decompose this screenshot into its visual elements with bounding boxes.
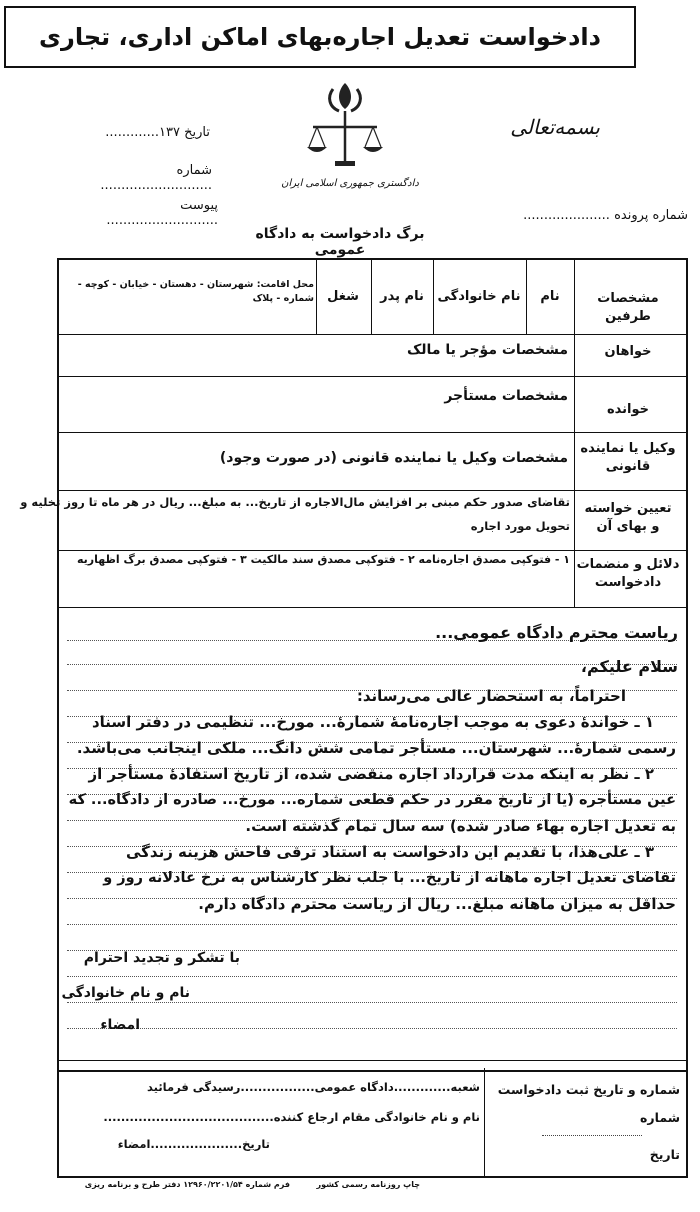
letter-line: ۱ ـ خواندهٔ دعوی به موجب اجاره‌نامهٔ شمارهٔ... مورخ... تنظیمی در دفتر اسناد [91, 713, 654, 731]
form-title: دادخواست تعدیل اجاره‌بهای اماکن اداری، تجاری [39, 23, 601, 51]
emblem-caption: دادگستری جمهوری اسلامی ایران [281, 178, 419, 189]
letter-line: رسمی شمارهٔ... شهرستان... مستأجر تمامی شش دانگ... ملکی اینجانب می‌باشد. [76, 739, 676, 757]
form-title-box [4, 6, 636, 68]
date-sign-line: تاریخ.....................امضاء [117, 1137, 270, 1151]
letter-greeting: سلام علیکم، [580, 657, 678, 676]
number-field: شماره ........................... [100, 163, 212, 193]
branch-line: شعبه.............دادگاه عمومی.................رسیدگی فرمائید [147, 1080, 480, 1094]
letter-line: حداقل به میزان ماهانه مبلغ... ریال از ریاست محترم دادگاه دارم. [198, 895, 676, 913]
case-number-field: شماره پرونده ..................... [523, 208, 688, 223]
col-father: نام پدر [380, 289, 424, 304]
plaintiff-label: خواهان [604, 344, 652, 359]
signer-name-label: نام و نام خانوادگی [61, 985, 190, 1001]
registration-date: تاریخ [649, 1147, 680, 1162]
col-name: نام [540, 289, 560, 304]
basmala: بسمه‌تعالی [510, 115, 600, 139]
signature-label: امضاء [100, 1017, 140, 1033]
date-field: تاریخ ۱۳۷............. [105, 125, 210, 140]
referrer-line: نام و نام خانوادگی مقام ارجاع کننده....................................... [103, 1110, 480, 1124]
print-note-left: چاپ روزنامه رسمی کشور [316, 1180, 420, 1189]
parties-header-label: مشخصات طرفین [597, 291, 659, 324]
defendant-value: مشخصات مستأجر [444, 388, 568, 404]
scales-of-justice-icon [303, 75, 388, 175]
letter-line: عین مستأجره (یا از تاریخ مقرر در حکم قطعی شماره... مورخ... صادره از دادگاه... که [68, 792, 676, 808]
letter-line: ۲ ـ نظر به اینکه مدت قرارداد اجاره منقضی شده، از تاریخ استفادهٔ مستأجر از [88, 765, 654, 783]
col-address: محل اقامت: شهرستان - دهستان - خیابان - کوچه - شماره - پلاک [77, 279, 314, 304]
evidence-value: ۱ - فتوکپی مصدق اجاره‌نامه ۲ - فتوکپی مصدق سند مالکیت ۳ - فتوکپی مصدق برگ اظهاریه [76, 553, 570, 566]
letter-line: احتراماً، به استحضار عالی می‌رساند: [356, 687, 626, 705]
claim-value: تقاضای صدور حکم مبنی بر افزایش مال‌الاجاره از تاریخ... به مبلغ... ریال در هر ماه تا روز تخلیه و تحویل مورد اجاره [20, 495, 570, 533]
attachment-field: پیوست ........................... [106, 198, 218, 228]
claim-label: تعیین خواسته و بهای آن [584, 501, 672, 534]
defendant-label: خوانده [606, 402, 650, 417]
col-family: نام خانوادگی [437, 289, 521, 304]
letter-closing: با تشکر و تجدید احترام [83, 950, 240, 966]
letter-body [62, 683, 676, 917]
print-note-right: فرم شماره ۱۲۹۶۰/۲۲۰۱/۵۴ دفتر طرح و برنامه ریزی [84, 1180, 290, 1189]
letter-line: به تعدیل اجاره بهاء صادر شده) سه سال تمام گذشته است. [245, 817, 676, 835]
letter-salutation: ریاست محترم دادگاه عمومی... [435, 623, 678, 642]
emblem [303, 75, 388, 175]
registration-label: شماره و تاریخ ثبت دادخواست [497, 1082, 680, 1097]
attorney-label: وکیل یا نماینده قانونی [580, 441, 676, 474]
court-form-title: برگ دادخواست به دادگاه عمومی [255, 226, 425, 258]
registration-number: شماره [640, 1110, 680, 1125]
letter-line: ۳ ـ علی‌هذا، با تقدیم این دادخواست به استناد ترقی فاحش هزینه زندگی [126, 843, 654, 861]
evidence-label: دلائل و منضمات دادخواست [576, 557, 680, 590]
letter-line: تقاضای تعدیل اجاره ماهانه از تاریخ... با جلب نظر کارشناس به نرخ عادلانه روز و [103, 870, 676, 886]
attorney-value: مشخصات وکیل یا نماینده قانونی (در صورت وجود) [219, 450, 568, 466]
registration-number-line [542, 1135, 642, 1136]
plaintiff-value: مشخصات مؤجر یا مالک [406, 342, 568, 358]
col-job: شغل [327, 289, 359, 304]
